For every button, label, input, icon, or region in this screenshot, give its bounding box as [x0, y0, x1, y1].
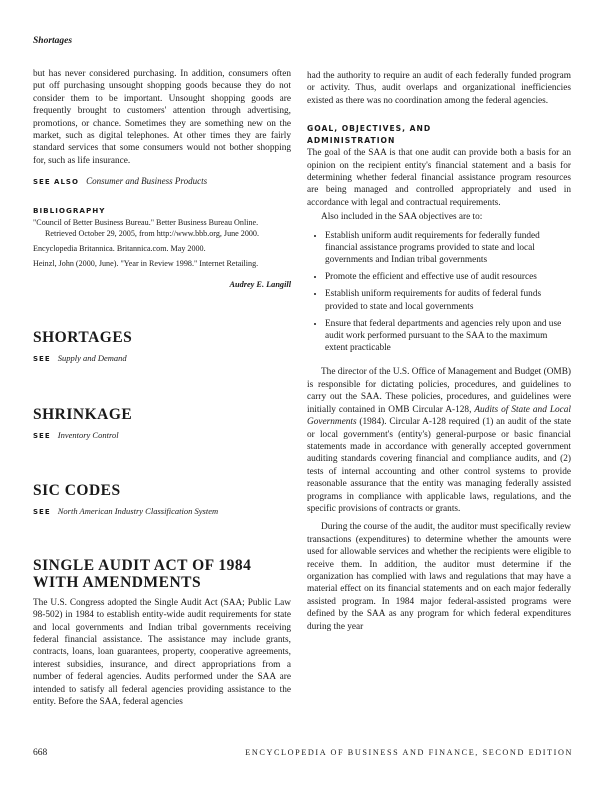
objectives-list [307, 230, 571, 355]
title-citation: Audits of State and Local Governments [307, 404, 571, 428]
see-also-link[interactable]: Consumer and Business Products [86, 176, 208, 187]
paragraph [307, 366, 571, 515]
right-column [307, 70, 571, 633]
list-item: • Establish uniform requirements for audits of federal funds provided to state and local governments [325, 288, 571, 312]
paragraph: During the course of the audit, the auditor must specifically review transactions (expenditures) to determine whether the amounts were used for allowable services and whether the recipients were eligible to receive them. In addition, the auditor must determine if the organization has complied with laws and regulations that may have a material effect on its financial statements and on each major federally assisted program. In 1984 major federal-assisted programs were defined by the SAA as any program for which federal expenditures during the year [307, 522, 571, 632]
cross-reference-link[interactable]: North American Industry Classification System [57, 506, 219, 517]
see-label: SEE [33, 355, 51, 364]
running-head: Shortages [33, 36, 73, 46]
entry-title: SHRINKAGE [33, 405, 133, 423]
entry-single-audit-act [33, 557, 291, 709]
list-item: • Establish uniform audit requirements for federally funded financial assistance programs provided to state and local governments and Indian tribal governments [325, 230, 571, 267]
bibliography-entry: Heinzl, John (2000, June). "Year in Review 1998." Internet Retailing. [33, 259, 259, 269]
entry-title: SINGLE AUDIT ACT OF 1984 WITH AMENDMENTS [33, 556, 252, 591]
paragraph-text: (1984). Circular A-128 required (1) an audit of the state or local government's (entity's) general-purpose or basic financial statements made in accordance with generally accepted government auditing standards covering financial and compliance audits, and (2) tests of internal accounting and other control systems to provide reasonable assurance that the entity was managing federally assisted programs in compliance with applicable laws, regulations, and the specific provisions of contracts or grants. [307, 417, 571, 514]
paragraph: Also included in the SAA objectives are to: [321, 212, 483, 223]
paragraph: The goal of the SAA is that one audit can provide both a basis for an opinion on the recipient entity's financial statement and a basis for determining whether federal financial assistance program resources are being managed and controlled appropriately and used in accordance with legal and contractual requirements. [307, 148, 571, 208]
section-heading: GOAL, OBJECTIVES, AND ADMINISTRATION [307, 124, 432, 146]
list-item: • Ensure that federal departments and agencies rely upon and use audit work performed pursuant to the SAA to the maximum extent practicable [325, 318, 571, 355]
entry-cross-reference [33, 352, 291, 365]
entry-shortages [33, 329, 291, 365]
see-label: SEE [33, 508, 51, 517]
see-also [33, 175, 291, 188]
paragraph-text: The director of the U.S. Office of Management and Budget (OMB) is responsible for dictating policies, procedures, and guidelines to carry out the SAA. These policies, procedures, and guidelines were initially contained in OMB Circular A-128, [307, 367, 571, 415]
cross-reference-link[interactable]: Supply and Demand [57, 353, 127, 364]
paragraph: had the authority to require an audit of each federally funded program or activity. Thus, audit overlaps and organizational inefficiencies existed as there was no coordination among the federal agencies. [307, 71, 571, 106]
entry-title: SHORTAGES [33, 329, 133, 347]
bibliography-heading: BIBLIOGRAPHY [33, 205, 106, 215]
page-number: 668 [33, 748, 48, 758]
entry-title: SIC CODES [33, 482, 121, 500]
bibliography-entry: "Council of Better Business Bureau." Better Business Bureau Online. Retrieved October 29, 2005, from http://www.bbb.org, June 2000. [33, 218, 260, 239]
entry-cross-reference [33, 429, 291, 442]
publication-title: ENCYCLOPEDIA OF BUSINESS AND FINANCE, SECOND EDITION [245, 748, 573, 757]
entry-sic-codes [33, 482, 291, 518]
paragraph: but has never considered purchasing. In addition, consumers often put off purchasing unsought shopping goods because they do not consider them to be important. Unsought shopping goods are frequently brought to customers' attention through advertising, promotions, or chance. Sometimes they are something new on the market, such as digital telephones. At other times they are fairly standard services that some consumers would not bother shopping for, such as life insurance. [33, 69, 291, 166]
list-item: • Promote the efficient and effective use of audit resources [325, 271, 571, 283]
left-column [33, 68, 291, 708]
paragraph: The U.S. Congress adopted the Single Audit Act (SAA; Public Law 98-502) in 1984 to establish entity-wide audit requirements for state and local governments and Indian tribal governments receiving federal financial assistance. The assistance may include grants, contracts, loans, loan guarantees, property, cooperative agreements, interest subsidies, insurance, and direct appropriations from a number of federal agencies. Audits performed under the SAA are intended to satisfy all federal agencies providing assistance to the entity. Before the SAA, federal agencies [33, 597, 291, 707]
article-author: Audrey E. Langill [229, 280, 291, 290]
bibliography-entry: Encyclopedia Britannica. Britannica.com. May 2000. [33, 244, 206, 254]
see-also-label: SEE ALSO [33, 178, 79, 187]
cross-reference-link[interactable]: Inventory Control [57, 429, 119, 440]
see-label: SEE [33, 431, 51, 440]
entry-cross-reference [33, 505, 291, 518]
entry-shrinkage [33, 406, 291, 442]
